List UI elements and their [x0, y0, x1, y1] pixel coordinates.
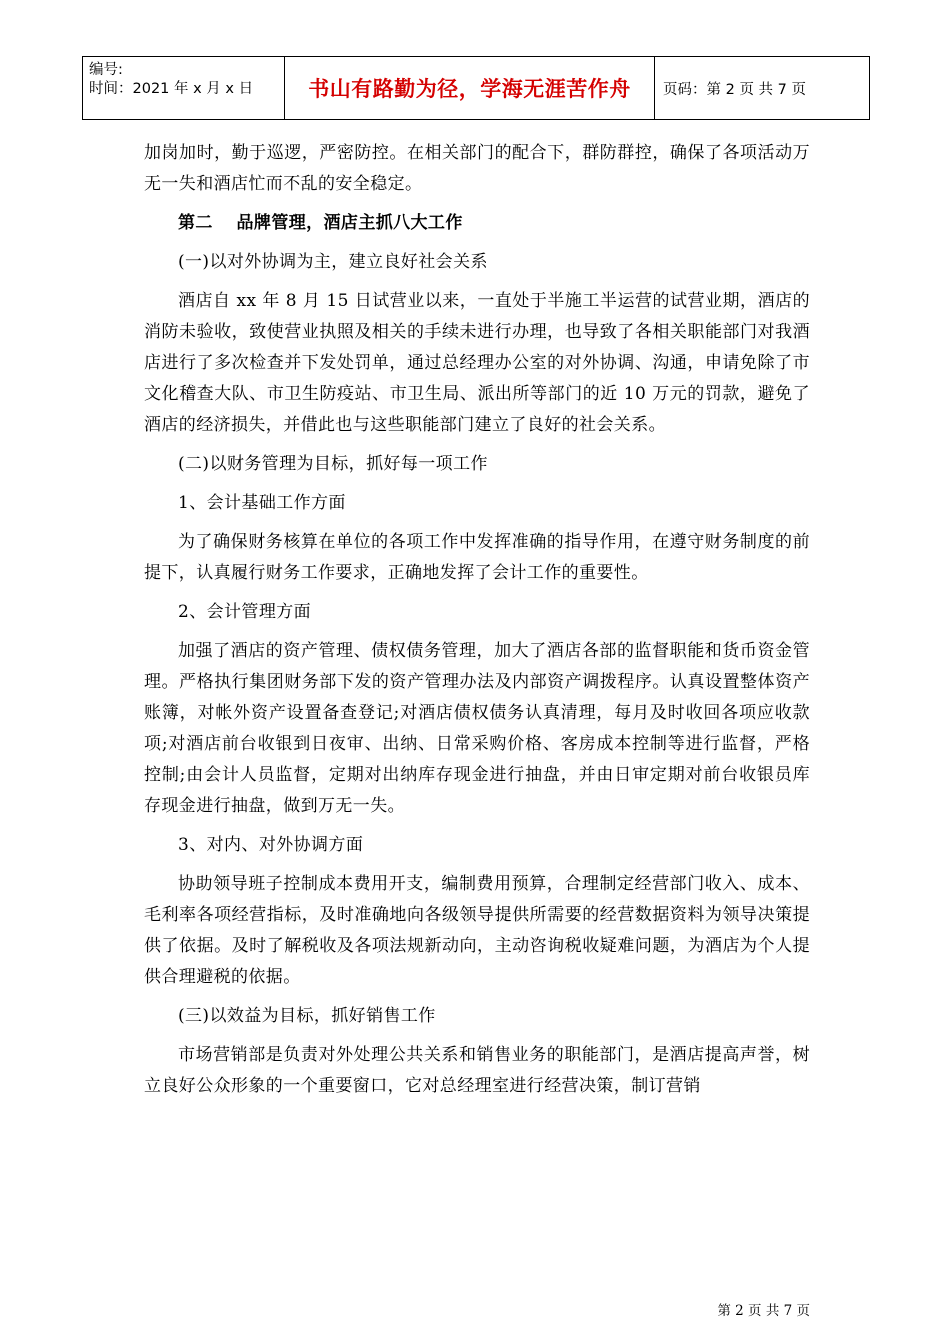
item-heading: 3、对内、对外协调方面 — [178, 835, 364, 855]
item-heading: 2、会计管理方面 — [178, 602, 312, 622]
doc-number-label: 编号: — [89, 62, 123, 78]
subsection-heading: (二)以财务管理为目标，抓好每一项工作 — [178, 454, 488, 474]
paragraph: 市场营销部是负责对外处理公共关系和销售业务的职能部门，是酒店提高声誉，树立良好公众形象的一个重要窗口，它对总经理室进行经营决策，制订营销 — [144, 1045, 810, 1096]
document-body — [144, 138, 810, 1102]
paragraph: 协助领导班子控制成本费用开支，编制费用预算，合理制定经营部门收入、成本、毛利率各项经营指标，及时准确地向各级领导提供所需要的经营数据资料为领导决策提供了依据。及时了解税收及各项法规新动向，主动咨询税收疑难问题，为酒店为个人提供合理避税的依据。 — [144, 874, 810, 987]
header-meta — [83, 57, 285, 119]
doc-date: 时间：2021 年 x 月 x 日 — [89, 81, 254, 97]
paragraph: 酒店自 xx 年 8 月 15 日试营业以来，一直处于半施工半运营的试营业期，酒店的消防未验收，致使营业执照及相关的手续未进行办理，也导致了各相关职能部门对我酒店进行了多次检查并下发处罚单，通过总经理办公室的对外协调、沟通，申请免除了市文化稽查大队、市卫生防疫站、市卫生局、派出所等部门的近 10 万元的罚款，避免了酒店的经济损失，并借此也与这些职能部门建立了良好的社会关系。 — [144, 291, 810, 435]
item-heading: 1、会计基础工作方面 — [178, 493, 346, 513]
page-footer: 第 2 页 共 7 页 — [717, 1303, 810, 1319]
header-page-code: 页码：第 2 页 共 7 页 — [663, 81, 806, 98]
section-heading: 第二 品牌管理，酒店主抓八大工作 — [178, 213, 463, 233]
paragraph: 加强了酒店的资产管理、债权债务管理，加大了酒店各部的监督职能和货币资金管理。严格执行集团财务部下发的资产管理办法及内部资产调拨程序。认真设置整体资产账簿，对帐外资产设置备查登记;对酒店债权债务认真清理，每月及时收回各项应收款项;对酒店前台收银到日夜审、出纳、日常采购价格、客房成本控制等进行监督，严格控制;由会计人员监督，定期对出纳库存现金进行抽盘，并由日审定期对前台收银员库存现金进行抽盘，做到万无一失。 — [144, 641, 810, 816]
header-motto: 书山有路勤为径，学海无涯苦作舟 — [285, 57, 655, 119]
document-header — [82, 56, 870, 120]
subsection-heading: (三)以效益为目标，抓好销售工作 — [178, 1006, 436, 1026]
subsection-heading: (一)以对外协调为主，建立良好社会关系 — [178, 252, 488, 272]
paragraph: 为了确保财务核算在单位的各项工作中发挥准确的指导作用，在遵守财务制度的前提下，认真履行财务工作要求，正确地发挥了会计工作的重要性。 — [144, 532, 810, 583]
paragraph: 加岗加时，勤于巡逻，严密防控。在相关部门的配合下，群防群控，确保了各项活动万无一失和酒店忙而不乱的安全稳定。 — [144, 143, 810, 194]
